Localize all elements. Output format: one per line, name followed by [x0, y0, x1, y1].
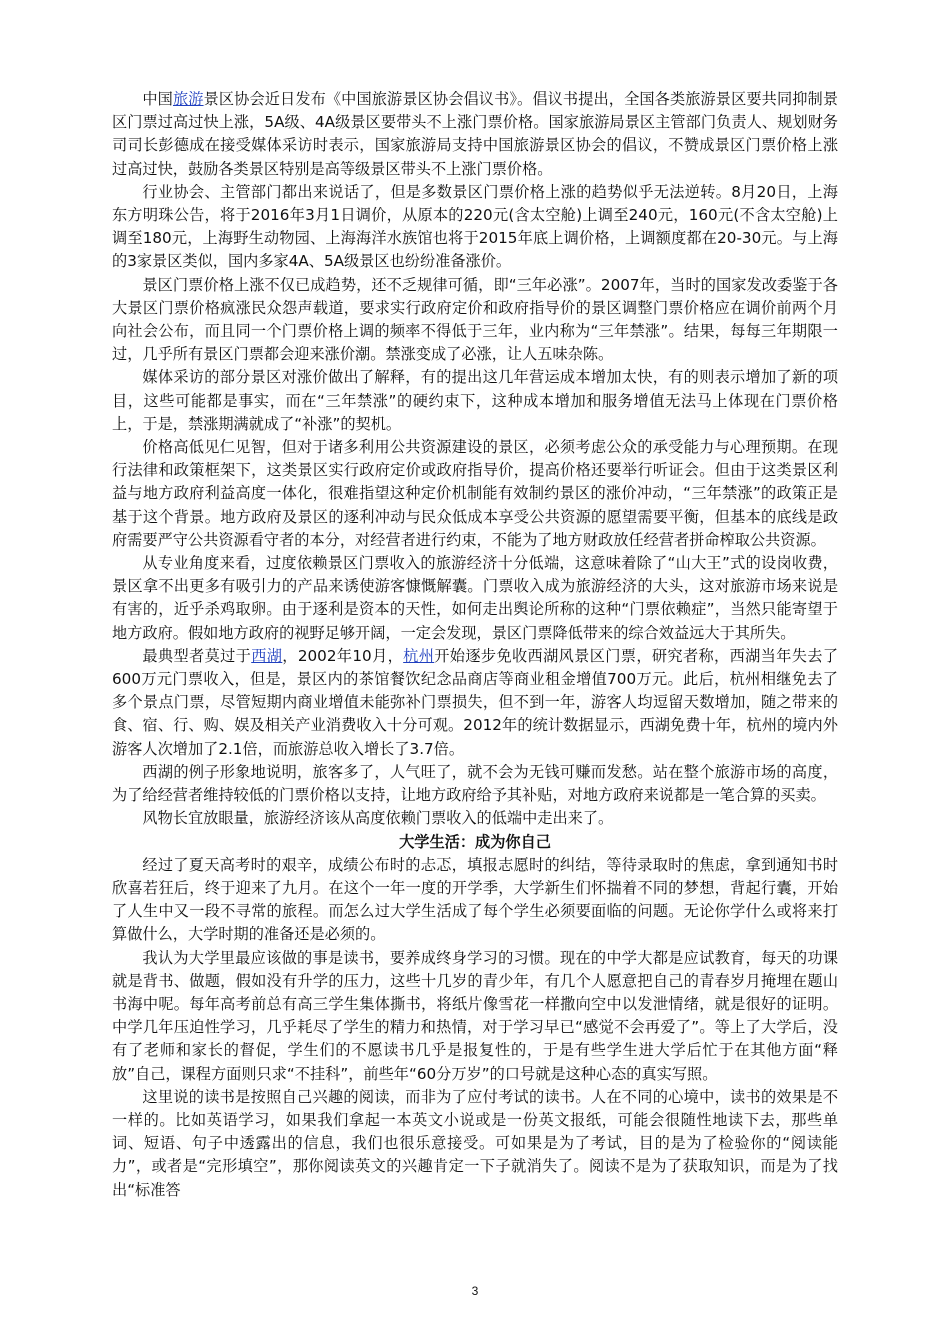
paragraph: 风物长宜放眼量，旅游经济该从高度依赖门票收入的低端中走出来了。 — [142, 809, 614, 828]
paragraph — [112, 645, 838, 761]
text-run: 开始逐步免收西湖风景区门票，研究者称，西湖当年失去了600万元门票收入，但是，景区内的茶馆餐饮纪念品商店等商业租金增值700万元。此后，杭州相继免去了多个景点门票，尽管短期内商业增值未能弥补门票损失，但不到一年，游客人均逗留天数增加，随之带来的食、宿、行、购、娱及相关产业消费收入十分可观。2012年的统计数据显示，西湖免费十年，杭州的境内外游客人次增加了2.1倍，而旅游总收入增长了3.7倍。 — [112, 646, 839, 758]
text-run: 中国 — [142, 90, 173, 108]
paragraph: 西湖的例子形象地说明，旅客多了，人气旺了，就不会为无钱可赚而发愁。站在整个旅游市场的高度，为了给经营者维持较低的门票价格以支持，让地方政府给予其补贴，对地方政府来说都是一笔合算的买卖。 — [112, 762, 838, 805]
paragraph: 我认为大学里最应该做的事是读书，要养成终身学习的习惯。现在的中学大都是应试教育，每天的功课就是背书、做题，假如没有升学的压力，这些十几岁的青少年，有几个人愿意把自己的青春岁月掩埋在题山书海中呢。每年高考前总有高三学生集体撕书，将纸片像雪花一样撒向空中以发泄情绪，就是很好的证明。中学几年压迫性学习，几乎耗尽了学生的精力和热情，对于学习早已“感觉不会再爱了”。等上了大学后，没有了老师和家长的督促，学生们的不愿读书几乎是报复性的，于是有些学生进大学后忙于在其他方面“释放”自己，课程方面则只求“不挂科”，前些年“60分万岁”的口号就是这种心态的真实写照。 — [112, 948, 838, 1083]
link-west-lake[interactable]: 西湖 — [251, 646, 283, 665]
text-run: ，2002年10月， — [282, 646, 404, 665]
paragraph: 价格高低见仁见智，但对于诸多利用公共资源建设的景区，必须考虑公众的承受能力与心理预期。在现行法律和政策框架下，这类景区实行政府定价或政府指导价，提高价格还要举行听证会。但由于这类景区利益与地方政府利益高度一体化，很难指望这种定价机制能有效制约景区的涨价冲动，“三年禁涨”的政策正是基于这个背景。地方政府及景区的逐利冲动与民众低成本享受公共资源的愿望需要平衡，但基本的底线是政府需要严守公共资源看守者的本分，对经营者进行约束，不能为了地方财政放任经营者拼命榨取公共资源。 — [112, 438, 838, 549]
paragraph: 从专业角度来看，过度依赖景区门票收入的旅游经济十分低端，这意味着除了“山大王”式的设岗收费，景区拿不出更多有吸引力的产品来诱使游客慷慨解囊。门票收入成为旅游经济的大头，这对旅游市场来说是有害的，近乎杀鸡取卵。由于逐利是资本的天性，如何走出舆论所称的这种“门票依赖症”，当然只能寄望于地方政府。假如地方政府的视野足够开阔，一定会发现，景区门票降低带来的综合效益远大于其所失。 — [112, 554, 838, 642]
paragraph: 行业协会、主管部门都出来说话了，但是多数景区门票价格上涨的趋势似乎无法逆转。8月20日，上海东方明珠公告，将于2016年3月1日调价，从原本的220元(含太空舱)上调至240元，160元(不含太空舱)上调至180元，上海野生动物园、上海海洋水族馆也将于2015年底上调价格，上调额度都在20-30元。与上海的3家景区类似，国内多家4A、5A级景区也纷纷准备涨价。 — [112, 182, 838, 271]
document-body — [112, 88, 838, 1202]
article-title: 大学生活：成为你自己 — [399, 832, 551, 851]
link-tourism[interactable]: 旅游 — [172, 90, 204, 108]
text-run: 景区协会近日发布《中国旅游景区协会倡议书》。倡议书提出，全国各类旅游景区要共同抑制景区门票过高过快上涨，5A级、4A级景区要带头不上涨门票价格。国家旅游局景区主管部门负责人、规划财务司司长彭德成在接受媒体采访时表示，国家旅游局支持中国旅游景区协会的倡议，不赞成景区门票价格上涨过高过快，鼓励各类景区特别是高等级景区带头不上涨门票价格。 — [112, 90, 839, 178]
link-hangzhou[interactable]: 杭州 — [403, 646, 435, 665]
paragraph: 媒体采访的部分景区对涨价做出了解释，有的提出这几年营运成本增加太快，有的则表示增加了新的项目，这些可能都是事实，而在“三年禁涨”的硬约束下，这种成本增加和服务增值无法马上体现在门票价格上，于是，禁涨期满就成了“补涨”的契机。 — [112, 368, 838, 433]
paragraph: 这里说的读书是按照自己兴趣的阅读，而非为了应付考试的读书。人在不同的心境中，读书的效果是不一样的。比如英语学习，如果我们拿起一本英文小说或是一份英文报纸，可能会很随性地读下去，那些单词、短语、句子中透露出的信息，我们也很乐意接受。可如果是为了考试，目的是为了检验你的“阅读能力”，或者是“完形填空”，那你阅读英文的兴趣肯定一下子就消失了。阅读不是为了获取知识，而是为了找出“标准答 — [112, 1087, 838, 1199]
page-number: 3 — [471, 1284, 479, 1298]
paragraph: 景区门票价格上涨不仅已成趋势，还不乏规律可循，即“三年必涨”。2007年，当时的国家发改委鉴于各大景区门票价格疯涨民众怨声载道，要求实行政府定价和政府指导价的景区调整门票价格应在调价前两个月向社会公布，而且同一个门票价格上调的频率不得低于三年，业内称为“三年禁涨”。结果，每每三年期限一过，几乎所有景区门票都会迎来涨价潮。禁涨变成了必涨，让人五味杂陈。 — [112, 275, 838, 364]
paragraph — [112, 88, 838, 181]
paragraph: 经过了夏天高考时的艰辛，成绩公布时的忐忑，填报志愿时的纠结，等待录取时的焦虑，拿到通知书时欣喜若狂后，终于迎来了九月。在这个一年一度的开学季，大学新生们怀揣着不同的梦想，背起行囊，开始了人生中又一段不寻常的旅程。而怎么过大学生活成了每个学生必须要面临的问题。无论你学什么或将来打算做什么，大学时期的准备还是必须的。 — [112, 855, 838, 944]
text-run: 最典型者莫过于 — [142, 646, 252, 665]
